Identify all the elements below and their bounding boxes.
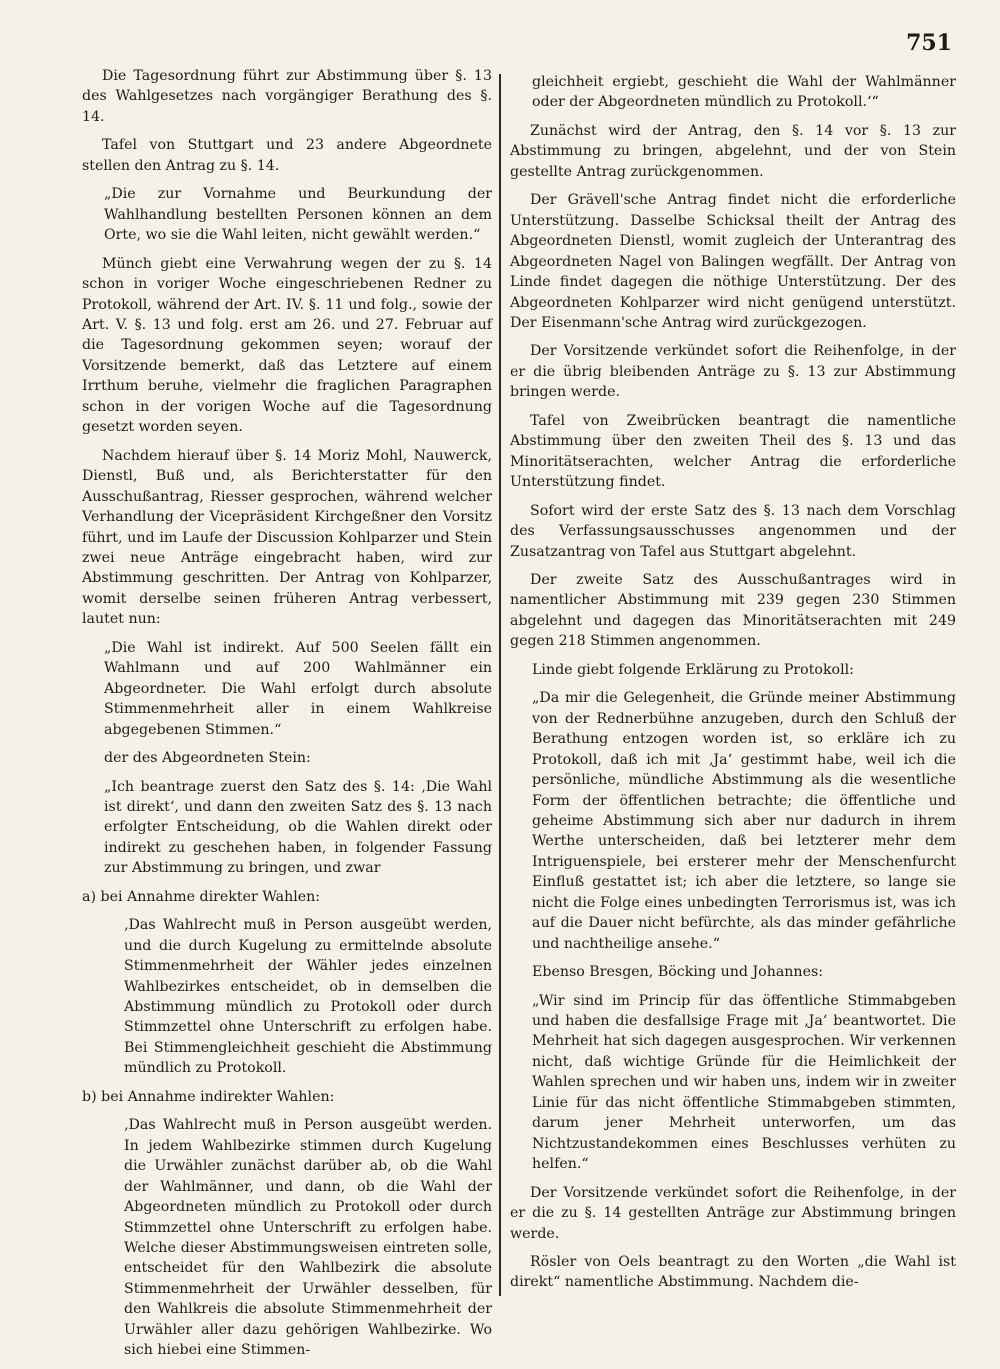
right-column [510, 72, 956, 1301]
paragraph: Tafel von Zweibrücken beantragt die namentliche Abstimmung über den zweiten Theil des §. 13 und das Minoritätserachten, welcher Antrag die erforderliche Unterstützung findet. [510, 412, 956, 491]
quotation: ‚Das Wahlrecht muß in Person ausgeübt werden. In jedem Wahlbezirke stimmen durch Kugelung die Urwähler zunächst darüber ab, ob die Wahl der Wahlmänner, und dann, ob die Wahl der Abgeordneten mündlich zu Protokoll oder durch Stimmzettel ohne Unterschrift zu erfolgen habe. Welche dieser Abstimmungsweisen eintreten solle, entscheidet für den Wahlbezirk die absolute Stimmenmehrheit der Urwähler desselben, für den Wahlkreis die absolute Stimmenmehrheit der Urwähler aller dazu gehörigen Wahlbezirke. Wo sich hiebei eine Stimmen- [124, 1117, 492, 1359]
paragraph: Der Grävell'sche Antrag findet nicht die erforderliche Unterstützung. Dasselbe Schicksal theilt der Antrag des Abgeordneten Dienstl, womit zugleich der Unterantrag des Abgeordneten Nagel von Balingen wegfällt. Der Antrag von Linde findet dagegen die nöthige Unterstützung. Der des Abgeordneten Kohlparzer wird nicht genügend unterstützt. Der Eisenmann'sche Antrag wird zurückgezogen. [510, 192, 956, 331]
quotation: „Wir sind im Princip für das öffentliche Stimmabgeben und haben die desfallsige Frage mit ‚Ja‘ beantwortet. Die Mehrheit hat sich dagegen ausgesprochen. Wir verkennen nicht, daß wichtige Gründe für die Heimlichkeit der Wahlen sprechen und wir haben uns, indem wir in zweiter Linie für das nicht öffentliche Stimmabgeben stimmten, darum jener Mehrheit unterworfen, um das Nichtzustandekommen eines Beschlusses verhüten zu helfen.“ [532, 992, 956, 1173]
paragraph: Münch giebt eine Verwahrung wegen der zu §. 14 schon in voriger Woche eingeschriebenen Redner zu Protokoll, während der Art. IV. §. 11 und folg., sowie der Art. V. §. 13 und folg. erst am 26. und 27. Februar auf die Tagesordnung gekommen seyen; worauf der Vorsitzende bemerkt, daß das Letztere auf einem Irrthum beruhe, vielmehr die fraglichen Paragraphen schon in der vorigen Woche auf die Tagesordnung gesetzt worden seyen. [82, 255, 492, 436]
quotation: „Die zur Vornahme und Beurkundung der Wahlhandlung bestellten Personen können an dem Orte, wo sie die Wahl leiten, nicht gewählt werden.“ [104, 186, 492, 244]
paragraph: Der Vorsitzende verkündet sofort die Reihenfolge, in der er die übrig bleibenden Anträge zu §. 13 zur Abstimmung bringen werde. [510, 343, 956, 401]
paragraph: Rösler von Oels beantragt zu den Worten „die Wahl ist direkt“ namentliche Abstimmung. Nachdem die- [510, 1254, 956, 1291]
paragraph: Ebenso Bresgen, Böcking und Johannes: [532, 964, 824, 981]
quotation: „Ich beantrage zuerst den Satz des §. 14: ‚Die Wahl ist direkt‘, und dann den zweiten Satz des §. 13 nach erfolgter Entscheidung, ob die Wahlen direkt oder indirekt zu geschehen haben, in folgender Fassung zur Abstimmung zu bringen, und zwar [104, 778, 492, 877]
quotation: ‚Das Wahlrecht muß in Person ausgeübt werden, und die durch Kugelung zu ermittelnde absolute Stimmenmehrheit der Wähler jedes einzelnen Wahlbezirkes entscheidet, ob in demselben die Abstimmung mündlich zu Protokoll oder durch Stimmzettel ohne Unterschrift zu erfolgen habe. Bei Stimmengleichheit geschieht die Abstimmung mündlich zu Protokoll. [124, 917, 492, 1077]
paragraph: Sofort wird der erste Satz des §. 13 nach dem Vorschlag des Verfassungsausschusses angenommen und der Zusatzantrag von Tafel aus Stuttgart abgelehnt. [510, 502, 956, 560]
paragraph: Die Tagesordnung führt zur Abstimmung über §. 13 des Wahlgesetzes nach vorgängiger Berathung des §. 14. [82, 68, 492, 125]
column-divider [499, 74, 501, 1296]
list-item-a: a) bei Annahme direkter Wahlen: [82, 888, 321, 905]
paragraph: Nachdem hierauf über §. 14 Moriz Mohl, Nauwerck, Dienstl, Buß und, als Berichterstatter für den Ausschußantrag, Riesser gesprochen, während welcher Verhandlung der Vicepräsident Kirchgeßner den Vorsitz führt, und im Laufe der Discussion Kohlparzer und Stein zwei neue Anträge eingebracht haben, wird zur Abstimmung geschritten. Der Antrag von Kohlparzer, womit derselbe seinen früheren Antrag verbessert, lautet nun: [82, 447, 492, 628]
paragraph: Der Vorsitzende verkündet sofort die Reihenfolge, in der er die zu §. 14 gestellten Anträge zur Abstimmung bringen werde. [510, 1184, 956, 1242]
paragraph: Linde giebt folgende Erklärung zu Protokoll: [532, 661, 854, 678]
paragraph: Tafel von Stuttgart und 23 andere Abgeordnete stellen den Antrag zu §. 14. [82, 137, 492, 174]
paragraph: der des Abgeordneten Stein: [104, 750, 311, 767]
paragraph: Zunächst wird der Antrag, den §. 14 vor §. 13 zur Abstimmung zu bringen, abgelehnt, und der von Stein gestellte Antrag zurückgenommen. [510, 122, 956, 180]
page-number: 751 [906, 30, 952, 56]
left-column [82, 66, 492, 1369]
quotation: „Die Wahl ist indirekt. Auf 500 Seelen fällt ein Wahlmann und auf 200 Wahlmänner ein Abgeordneter. Die Wahl erfolgt durch absolute Stimmenmehrheit aller in einem Wahlkreise abgegebenen Stimmen.“ [104, 639, 492, 738]
paragraph: Der zweite Satz des Ausschußantrages wird in namentlicher Abstimmung mit 239 gegen 230 Stimmen abgelehnt und dagegen das Minoritätserachten mit 249 gegen 218 Stimmen angenommen. [510, 571, 956, 650]
quotation: gleichheit ergiebt, geschieht die Wahl der Wahlmänner oder der Abgeordneten mündlich zu Protokoll.‘“ [532, 74, 956, 111]
list-item-b: b) bei Annahme indirekter Wahlen: [82, 1088, 335, 1105]
quotation: „Da mir die Gelegenheit, die Gründe meiner Abstimmung von der Rednerbühne anzugeben, durch den Schluß der Berathung entzogen worden ist, so erkläre ich zu Protokoll, daß ich mit ‚Ja‘ gestimmt habe, weil ich die persönliche, mündliche Abstimmung als die wesentliche Form der öffentlichen betrachte; die öffentliche und geheime Abstimmung sich aber nur dadurch in ihrem Werthe unterscheiden, daß bei letzterer mehr dem Intriguenspiele, bei ersterer mehr der Menschenfurcht Einfluß gestattet ist; ich aber die letztere, so lange sie nicht die Folge eines unbedingten Terrorismus ist, was ich auf die Dauer nicht befürchte, als das minder gefährliche und nachtheilige ansehe.“ [532, 690, 956, 952]
